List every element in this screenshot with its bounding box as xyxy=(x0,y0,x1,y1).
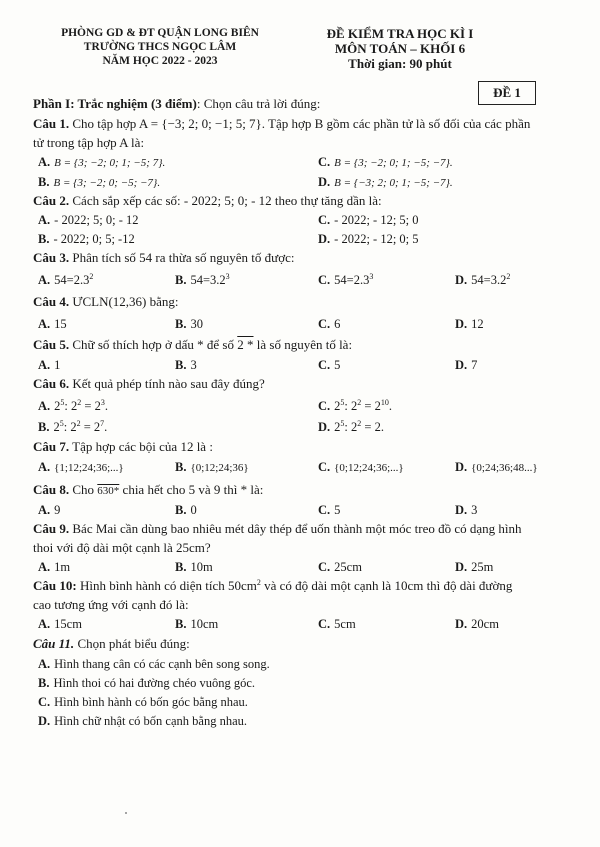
question-11 xyxy=(33,636,190,652)
option-text: 2 xyxy=(53,420,60,434)
option xyxy=(38,316,67,332)
option-label: A. xyxy=(38,503,51,517)
option xyxy=(318,154,453,171)
option xyxy=(38,616,82,632)
option-label: A. xyxy=(38,460,51,474)
option-label: D. xyxy=(455,503,468,517)
option-text: 0 xyxy=(190,503,197,517)
option-text: 1m xyxy=(54,560,71,574)
option-label: D. xyxy=(318,420,331,434)
question-5 xyxy=(33,337,352,353)
option-text: 15cm xyxy=(54,617,82,631)
option-text: 3 xyxy=(471,503,478,517)
option-text: = 2 xyxy=(80,420,101,434)
option xyxy=(38,459,124,476)
option-label: B. xyxy=(175,617,187,631)
option-label: D. xyxy=(455,460,468,474)
option xyxy=(38,559,70,575)
option-text: 10cm xyxy=(190,617,219,631)
option xyxy=(175,272,230,288)
option-label: B. xyxy=(175,503,187,517)
option-label: B. xyxy=(38,232,50,246)
option xyxy=(38,231,135,247)
option-text: 2 xyxy=(54,399,61,413)
question-text: Cho tập hợp A = {−3; 2; 0; −1; 5; 7}. Tập hợp B gồm các phần tử là số đối của các phần xyxy=(72,116,531,131)
question-1 xyxy=(33,116,530,132)
option-text: : 2 xyxy=(344,420,358,434)
question-6 xyxy=(33,376,265,392)
school-header xyxy=(40,26,280,68)
option xyxy=(455,559,493,575)
option-text: 7 xyxy=(471,358,478,372)
option xyxy=(38,713,247,729)
question-number: Câu 1. xyxy=(33,116,70,131)
overlined-number: 2 * xyxy=(237,337,254,352)
option-label: C. xyxy=(318,617,331,631)
option-text: 25m xyxy=(471,560,494,574)
option-exponent: 2 xyxy=(357,419,362,428)
option-label: D. xyxy=(455,358,468,372)
option-text: . xyxy=(104,420,108,434)
option xyxy=(38,656,270,672)
option-text: : 2 xyxy=(63,420,77,434)
option xyxy=(38,272,93,288)
option xyxy=(318,357,340,373)
option-text: . xyxy=(388,399,392,413)
question-8 xyxy=(33,482,263,499)
option-text: B = {−3; 2; 0; 1; −5; −7}. xyxy=(334,177,453,189)
option-label: A. xyxy=(38,155,51,169)
department-name: PHÒNG GD & ĐT QUẬN LONG BIÊN xyxy=(61,27,259,39)
option xyxy=(38,675,255,691)
option-text: = 2 xyxy=(81,399,101,413)
option-label: C. xyxy=(318,273,331,287)
option-text: 12 xyxy=(471,317,484,331)
option-exponent: 2 xyxy=(357,398,362,407)
option xyxy=(38,212,139,228)
option-exponent: 5 xyxy=(59,419,64,428)
option-text: 10m xyxy=(190,560,213,574)
option-text: {1;12;24;36;...} xyxy=(54,462,124,474)
option-exponent: 3 xyxy=(100,398,105,407)
option-label: C. xyxy=(318,460,331,474)
option-text: - 2022; 5; 0; - 12 xyxy=(54,213,139,227)
option-label: D. xyxy=(455,617,468,631)
option-label: B. xyxy=(38,175,50,189)
option-label: C. xyxy=(318,560,331,574)
option-text: - 2022; 0; 5; -12 xyxy=(53,232,135,246)
option-exponent: 5 xyxy=(60,398,65,407)
option-text: B = {3; −2; 0; −5; −7}. xyxy=(53,177,161,189)
option-label: C. xyxy=(318,358,331,372)
question-number: Câu 4. xyxy=(33,294,70,309)
option xyxy=(318,419,384,435)
question-1-line2: tử trong tập hợp A là: xyxy=(33,135,145,150)
option xyxy=(318,272,373,288)
option-label: B. xyxy=(38,420,50,434)
question-9-line2: thoi với độ dài một cạnh là 25cm? xyxy=(33,540,211,555)
option-text: = 2 xyxy=(361,399,381,413)
option xyxy=(175,502,197,518)
option xyxy=(38,174,160,191)
option xyxy=(318,502,340,518)
question-number: Câu 11. xyxy=(33,636,75,651)
option-exponent: 2 xyxy=(89,272,94,281)
question-number: Câu 6. xyxy=(33,376,70,391)
option-text: 5 xyxy=(334,358,341,372)
question-text: Bác Mai cần dùng bao nhiêu mét dây thép để uốn thành một móc treo đồ có dạng hình xyxy=(72,521,522,536)
option-label: A. xyxy=(38,273,51,287)
option xyxy=(175,316,203,332)
question-text: Chọn phát biểu đúng: xyxy=(77,636,190,651)
question-text: ƯCLN(12,36) bằng: xyxy=(72,294,179,309)
question-10 xyxy=(33,578,512,594)
option-text: 54=3.2 xyxy=(190,273,226,287)
option-text: . xyxy=(380,420,384,434)
option-text: 30 xyxy=(190,317,203,331)
option-label: C. xyxy=(318,213,331,227)
option xyxy=(38,694,248,710)
option-text: 54=2.3 xyxy=(334,273,370,287)
option-exponent: 7 xyxy=(100,419,105,428)
option-exponent: 2 xyxy=(76,419,81,428)
option-label: C. xyxy=(318,317,331,331)
option-label: D. xyxy=(318,232,331,246)
question-9 xyxy=(33,521,521,537)
option-text: 5 xyxy=(334,503,341,517)
option-text: B = {3; −2; 0; 1; −5; −7}. xyxy=(334,157,453,169)
option-text: 20cm xyxy=(471,617,499,631)
option-text: Hình thoi có hai đường chéo vuông góc. xyxy=(53,676,256,690)
option-label: D. xyxy=(455,273,468,287)
option-text: : 2 xyxy=(344,399,358,413)
question-number: Câu 3. xyxy=(33,250,70,265)
option-text: 9 xyxy=(54,503,61,517)
option xyxy=(38,154,165,171)
school-name: TRƯỜNG THCS NGỌC LÂM xyxy=(83,41,237,53)
option xyxy=(455,616,499,632)
question-3 xyxy=(33,250,294,266)
option xyxy=(455,502,477,518)
exam-subject: MÔN TOÁN – KHỐI 6 xyxy=(334,41,466,56)
option-text: Hình chữ nhật có bốn cạnh bằng nhau. xyxy=(54,714,247,728)
exam-code-box: ĐỀ 1 xyxy=(478,81,536,105)
option xyxy=(318,459,404,476)
option-label: A. xyxy=(38,560,51,574)
option xyxy=(38,502,60,518)
option-text: 5cm xyxy=(334,617,356,631)
section-instruction: : Chọn câu trả lời đúng: xyxy=(196,96,321,111)
option-label: C. xyxy=(38,695,51,709)
option-text: B = {3; −2; 0; 1; −5; 7}. xyxy=(54,157,166,169)
option-text: - 2022; - 12; 5; 0 xyxy=(334,213,419,227)
option-label: B. xyxy=(175,317,187,331)
question-text-end: chia hết cho 5 và 9 thì * là: xyxy=(119,482,264,497)
overlined-number: 630* xyxy=(97,485,120,497)
option-text: 25cm xyxy=(334,560,362,574)
scan-speck xyxy=(125,812,127,814)
option xyxy=(38,398,108,414)
school-year: NĂM HỌC 2022 - 2023 xyxy=(102,55,218,67)
option-label: A. xyxy=(38,657,51,671)
option-text: - 2022; - 12; 0; 5 xyxy=(334,232,419,246)
option xyxy=(38,419,107,435)
option xyxy=(318,559,362,575)
option xyxy=(318,316,340,332)
option-text: 3 xyxy=(190,358,197,372)
option-text: {0;12;24;36} xyxy=(190,462,249,474)
option xyxy=(175,459,249,476)
option-label: A. xyxy=(38,358,51,372)
question-text: Tập hợp các bội của 12 là : xyxy=(72,439,213,454)
option-text: . xyxy=(104,399,108,413)
option-label: B. xyxy=(175,460,187,474)
option-label: A. xyxy=(38,213,51,227)
option-text: 6 xyxy=(334,317,341,331)
option-text: = 2 xyxy=(361,420,381,434)
option-text: 54=3.2 xyxy=(471,273,507,287)
option xyxy=(175,559,213,575)
option xyxy=(318,212,419,228)
option-text: 1 xyxy=(54,358,61,372)
exam-title: ĐỀ KIỂM TRA HỌC KÌ I xyxy=(326,26,474,41)
exam-duration: Thời gian: 90 phút xyxy=(348,56,452,71)
option xyxy=(175,616,218,632)
option-label: C. xyxy=(318,399,331,413)
question-text: Hình bình hành có diện tích 50cm xyxy=(79,578,257,593)
section-title-bold: Phần I: Trắc nghiệm (3 điểm) xyxy=(33,96,197,111)
option-label: B. xyxy=(38,676,50,690)
option-text: Hình thang cân có các cạnh bên song song. xyxy=(54,657,270,671)
question-number: Câu 2. xyxy=(33,193,70,208)
option-exponent: 2 xyxy=(506,272,511,281)
question-text: Chữ số thích hợp ở dấu * để số xyxy=(72,337,238,352)
option-text: {0;12;24;36;...} xyxy=(334,462,404,474)
option-text: 54=2.3 xyxy=(54,273,90,287)
option-label: B. xyxy=(175,273,187,287)
question-text: Phân tích số 54 ra thừa số nguyên tố được: xyxy=(72,250,295,265)
question-text-end: và có độ dài một cạnh là 10cm thì độ dài đường xyxy=(260,578,513,593)
option xyxy=(455,316,484,332)
section-title xyxy=(33,96,320,112)
question-text-end: là số nguyên tố là: xyxy=(253,337,353,352)
question-10-line2: cao tương ứng với cạnh đó là: xyxy=(33,597,189,612)
option-text: : 2 xyxy=(64,399,78,413)
option-label: A. xyxy=(38,317,51,331)
question-number: Câu 8. xyxy=(33,482,70,497)
option-text: Hình bình hành có bốn góc bằng nhau. xyxy=(54,695,248,709)
option-label: B. xyxy=(175,358,187,372)
option-label: D. xyxy=(318,175,331,189)
question-text: Cách sắp xếp các số: - 2022; 5; 0; - 12 theo thự tăng dần là: xyxy=(72,193,382,208)
option-label: D. xyxy=(455,560,468,574)
option-label: D. xyxy=(455,317,468,331)
option-label: A. xyxy=(38,399,51,413)
question-text: Kết quả phép tính nào sau đây đúng? xyxy=(72,376,265,391)
option xyxy=(455,272,510,288)
option-label: C. xyxy=(318,155,331,169)
question-2 xyxy=(33,193,382,209)
option-exponent: 2 xyxy=(77,398,82,407)
question-7 xyxy=(33,439,213,455)
question-4 xyxy=(33,294,179,310)
option-text: 2 xyxy=(334,399,341,413)
option xyxy=(175,357,197,373)
option-exponent: 5 xyxy=(340,419,345,428)
question-number: Câu 7. xyxy=(33,439,70,454)
option xyxy=(318,231,419,247)
option-label: B. xyxy=(175,560,187,574)
option xyxy=(318,174,453,191)
option xyxy=(455,459,538,476)
option xyxy=(455,357,477,373)
option-exponent: 3 xyxy=(225,272,230,281)
question-number: Câu 10: xyxy=(33,578,77,593)
question-number: Câu 9. xyxy=(33,521,70,536)
option xyxy=(38,357,60,373)
option xyxy=(318,616,356,632)
option-exponent: 10 xyxy=(380,398,389,407)
option-label: C. xyxy=(318,503,331,517)
option xyxy=(318,398,392,414)
question-text: Cho xyxy=(72,482,98,497)
option-text: 15 xyxy=(54,317,67,331)
option-text: {0;24;36;48...} xyxy=(471,462,538,474)
exam-header xyxy=(305,26,495,71)
option-text: 2 xyxy=(334,420,341,434)
option-exponent: 3 xyxy=(369,272,374,281)
unit-exponent: 2 xyxy=(256,578,261,587)
option-exponent: 5 xyxy=(340,398,345,407)
option-label: D. xyxy=(38,714,51,728)
question-number: Câu 5. xyxy=(33,337,70,352)
option-label: A. xyxy=(38,617,51,631)
